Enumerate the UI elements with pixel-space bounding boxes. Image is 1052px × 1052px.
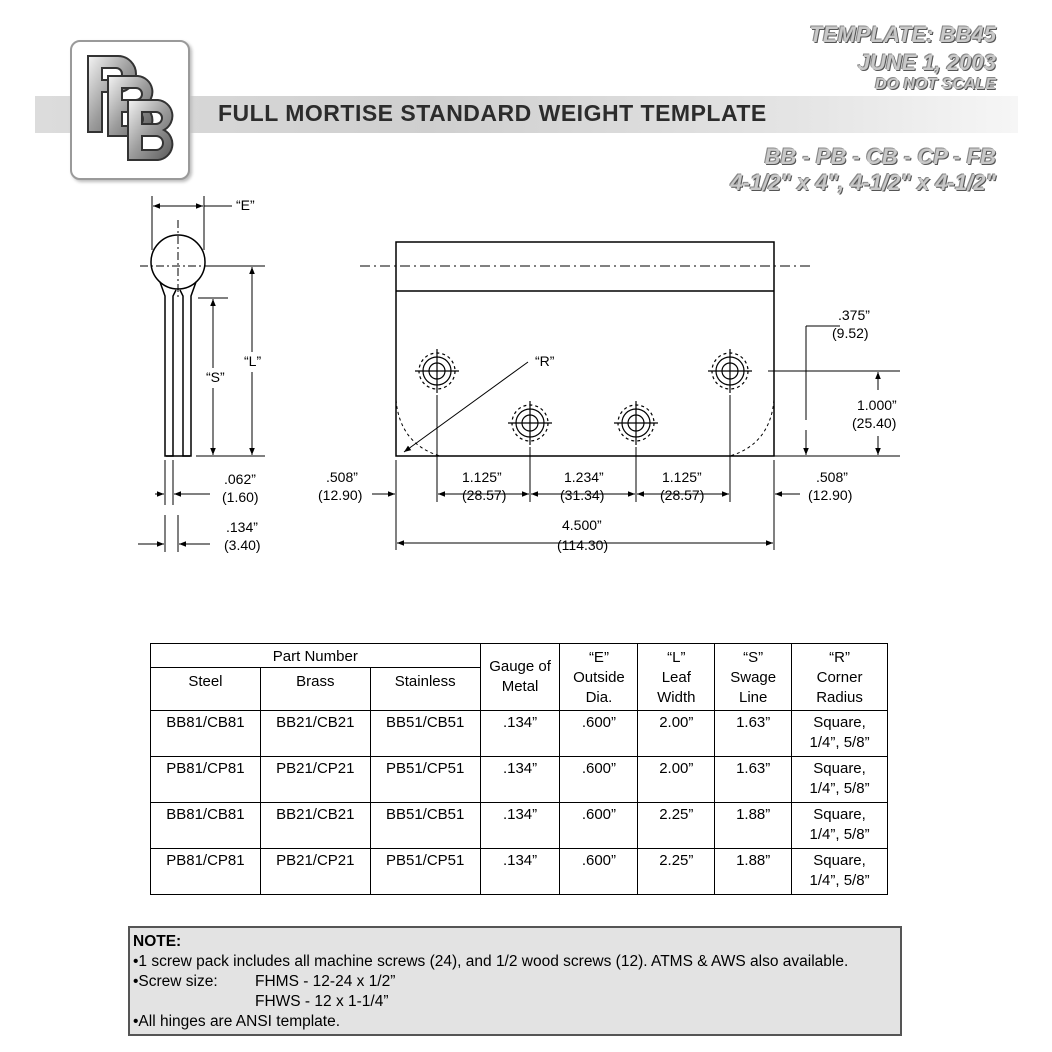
note-line-screw-size: •Screw size: FHMS - 12-24 x 1/2” (133, 973, 396, 990)
cell-steel: BB81/CB81 (151, 803, 261, 849)
scale-warning: DO NOT SCALE (875, 76, 996, 93)
width-mm: (114.30) (557, 537, 609, 553)
label-e: “E” (236, 197, 255, 213)
space1-mm: (28.57) (462, 487, 507, 503)
space1-in: 1.125” (462, 469, 502, 485)
gauge1-in: .062” (224, 471, 256, 487)
space2-in: 1.234” (564, 469, 604, 485)
right-edge-in: .508” (816, 469, 848, 485)
cell-steel: BB81/CB81 (151, 711, 261, 757)
cell-l: 2.25” (638, 803, 715, 849)
cell-brass: BB21/CB21 (260, 803, 370, 849)
cell-s: 1.88” (715, 849, 792, 895)
hinge-sizes: 4-1/2" x 4", 4-1/2" x 4-1/2" (730, 170, 996, 195)
cell-gauge: .134” (480, 803, 560, 849)
table-row (151, 711, 888, 757)
hole-spacing-in: 1.000” (857, 397, 897, 413)
left-edge-in: .508” (326, 469, 358, 485)
header-l: “L” Leaf Width (638, 644, 715, 711)
header-part-number: Part Number (151, 644, 481, 668)
hole-spacing-mm: (25.40) (852, 415, 897, 431)
note-box (128, 926, 902, 1036)
label-r: “R” (535, 353, 555, 369)
cell-l: 2.00” (638, 711, 715, 757)
cell-e: .600” (560, 711, 638, 757)
top-offset-mm: (9.52) (832, 325, 869, 341)
space2-mm: (31.34) (560, 487, 605, 503)
header-stainless: Stainless (370, 668, 480, 711)
template-number: TEMPLATE: BB45 (809, 22, 996, 47)
cell-s: 1.88” (715, 803, 792, 849)
space3-mm: (28.57) (660, 487, 705, 503)
cell-e: .600” (560, 849, 638, 895)
gauge2-in: .134” (226, 519, 258, 535)
screw-hole (708, 349, 752, 393)
space3-in: 1.125” (662, 469, 702, 485)
cell-steel: PB81/CP81 (151, 757, 261, 803)
spec-table (150, 643, 888, 895)
cell-stainless: PB51/CP51 (370, 849, 480, 895)
cell-stainless: PB51/CP51 (370, 757, 480, 803)
cell-e: .600” (560, 803, 638, 849)
cell-steel: PB81/CP81 (151, 849, 261, 895)
front-view-drawing (360, 242, 900, 550)
right-edge-mm: (12.90) (808, 487, 853, 503)
cell-stainless: BB51/CB51 (370, 711, 480, 757)
cell-r: Square, 1/4”, 5/8” (792, 757, 888, 803)
label-s: “S” (206, 369, 225, 385)
cell-r: Square, 1/4”, 5/8” (792, 711, 888, 757)
note-title: NOTE: (133, 933, 182, 950)
table-row (151, 803, 888, 849)
note-line-screw-pack: •1 screw pack includes all machine screws (24), and 1/2 wood screws (12). ATMS & AWS also available. (133, 953, 849, 970)
cell-gauge: .134” (480, 849, 560, 895)
hinge-models: BB - PB - CB - CP - FB (764, 144, 996, 169)
cell-gauge: .134” (480, 757, 560, 803)
cell-brass: BB21/CB21 (260, 711, 370, 757)
table-row (151, 849, 888, 895)
header-r: “R” Corner Radius (792, 644, 888, 711)
header-gauge: Gauge of Metal (480, 644, 560, 711)
top-offset-in: .375” (838, 307, 870, 323)
gauge1-mm: (1.60) (222, 489, 259, 505)
template-date: JUNE 1, 2003 (857, 50, 996, 75)
left-edge-mm: (12.90) (318, 487, 363, 503)
gauge2-mm: (3.40) (224, 537, 261, 553)
header-s: “S” Swage Line (715, 644, 792, 711)
cell-l: 2.00” (638, 757, 715, 803)
screw-hole (415, 349, 459, 393)
cell-r: Square, 1/4”, 5/8” (792, 849, 888, 895)
note-line-ansi: •All hinges are ANSI template. (133, 1013, 341, 1030)
table-row (151, 757, 888, 803)
cell-l: 2.25” (638, 849, 715, 895)
cell-r: Square, 1/4”, 5/8” (792, 803, 888, 849)
cell-s: 1.63” (715, 711, 792, 757)
cell-gauge: .134” (480, 711, 560, 757)
cell-s: 1.63” (715, 757, 792, 803)
cell-stainless: BB51/CB51 (370, 803, 480, 849)
width-in: 4.500” (562, 517, 602, 533)
label-l: “L” (244, 353, 262, 369)
cell-brass: PB21/CP21 (260, 757, 370, 803)
cell-brass: PB21/CP21 (260, 849, 370, 895)
header-brass: Brass (260, 668, 370, 711)
cell-e: .600” (560, 757, 638, 803)
header-e: “E” Outside Dia. (560, 644, 638, 711)
note-line-wood-screw: FHWS - 12 x 1-1/4” (255, 993, 389, 1010)
screw-hole (508, 401, 552, 445)
header-steel: Steel (151, 668, 261, 711)
page-title: FULL MORTISE STANDARD WEIGHT TEMPLATE (218, 100, 767, 126)
screw-hole (614, 401, 658, 445)
